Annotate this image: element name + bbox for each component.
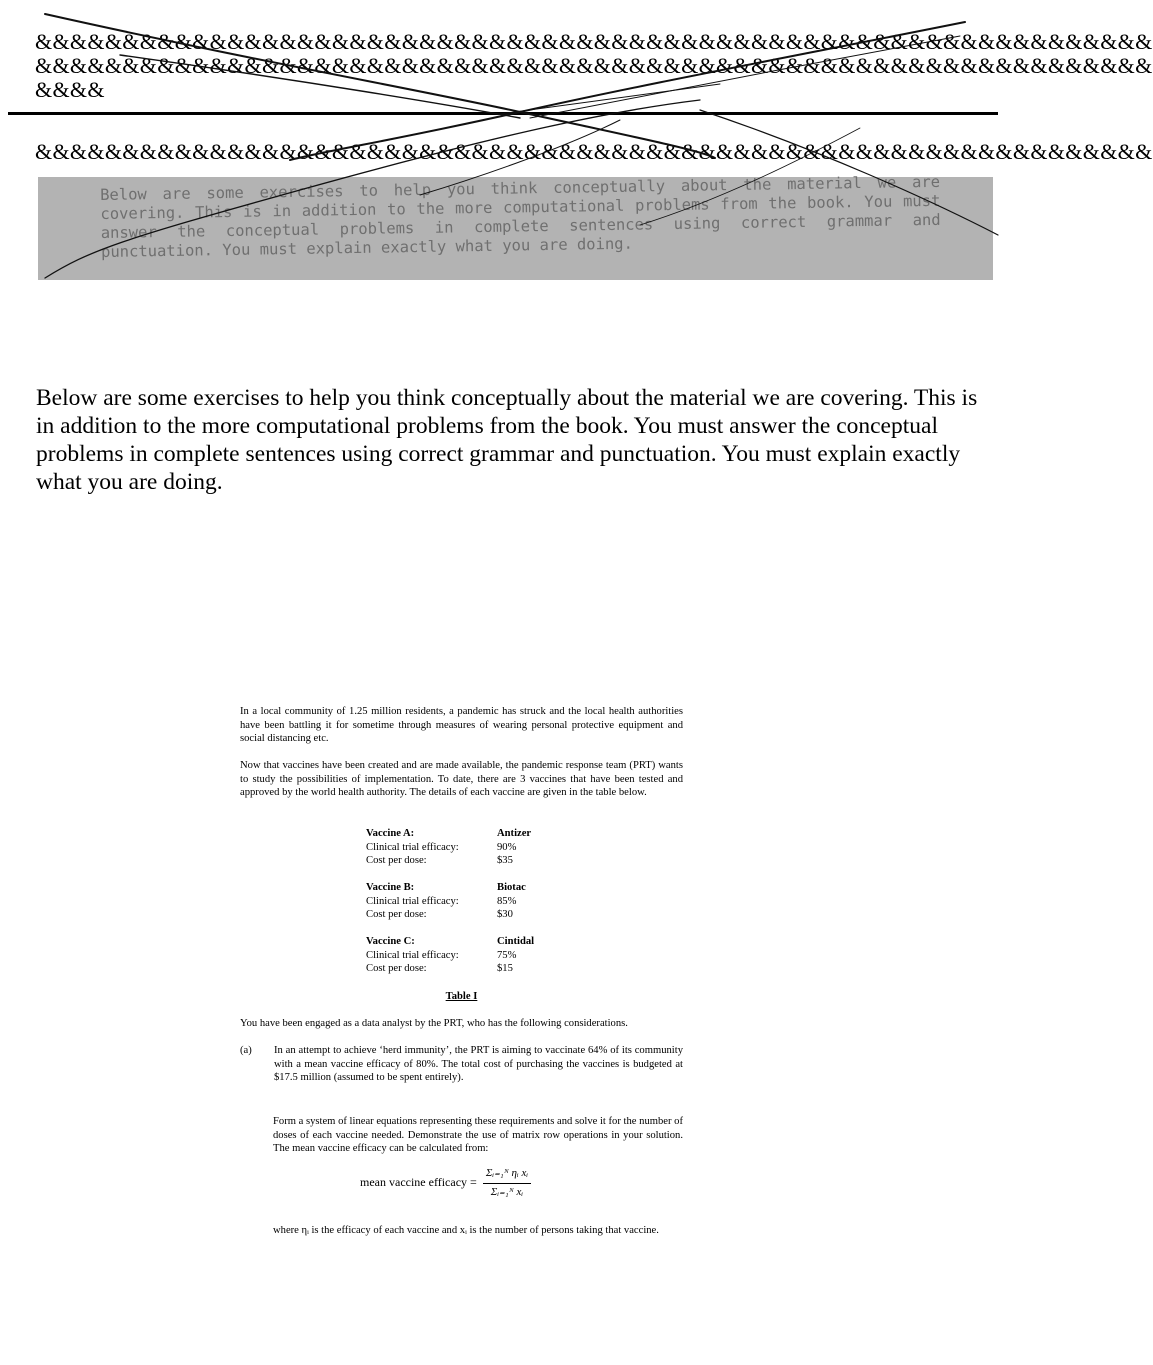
efficacy-label: Clinical trial efficacy: [366, 949, 459, 961]
vaccine-name: Biotac [497, 882, 526, 893]
question-a-label: (a) [240, 1045, 252, 1056]
cost-label: Cost per dose: [366, 855, 427, 866]
vaccine-name: Cintidal [497, 936, 535, 947]
cost-label: Cost per dose: [366, 963, 427, 974]
formula-numerator: Σᵢ₌₁ᴺ ηᵢ xᵢ [483, 1167, 531, 1184]
problem-paragraph-1: In a local community of 1.25 million residents, a pandemic has struck and the local health authorities have been battling it for sometime through measures of wearing personal protective equipment and social distancing etc. [240, 706, 683, 744]
vaccine-label: Vaccine C: [366, 936, 415, 947]
cost-label: Cost per dose: [366, 909, 427, 920]
question-a [240, 1044, 683, 1085]
cost-value: $35 [497, 855, 513, 866]
table-caption: Table I [445, 991, 478, 1002]
photo-text: Below are some exercises to help you think conceptually about the material we are covering. This is in addition to the more computational problems from the book. You must answer the conceptual problems in complete sentences using correct grammar and punctuation. You must explain exactly what you are doing. [100, 172, 941, 261]
question-a-text: In an attempt to achieve ‘herd immunity’, the PRT is aiming to vaccinate 64% of its community with a mean vaccine efficacy of 80%. The total cost of purchasing the vaccines is budgeted at $17.5 million (assumed to be spent entirely). [274, 1045, 683, 1083]
header-ampersand-line-4: &&&&&&&&&&&&&&&&&&&&&&&&&&&&&&&&&&&&&&&&&&&&&&&&&&&&&&&&&&&&&&&& [35, 139, 1153, 164]
formula-fraction [483, 1167, 531, 1199]
problem-paragraph-5: where ηᵢ is the efficacy of each vaccine and xᵢ is the number of persons taking that vaccine. [273, 1225, 659, 1236]
intro-paragraph: Below are some exercises to help you think conceptually about the material we are covering. This is in addition to the more computational problems from the book. You must answer the conceptual problems in complete sentences using correct grammar and punctuation. You must explain exactly what you are doing. [36, 385, 978, 495]
efficacy-value: 90% [497, 841, 517, 853]
scanned-text-photo [38, 172, 993, 280]
horizontal-rule [8, 112, 998, 115]
problem-paragraph-4: Form a system of linear equations representing these requirements and solve it for the number of doses of each vaccine needed. Demonstrate the use of matrix row operations in your solution. The mean vaccine efficacy can be calculated from: [273, 1116, 683, 1154]
mean-efficacy-formula [360, 1167, 531, 1199]
vaccine-label: Vaccine A: [366, 828, 415, 839]
header-ampersand-line-2: &&&&&&&&&&&&&&&&&&&&&&&&&&&&&&&&&&&&&&&&&&&&&&&&&&&&&&&&&&&&&&&& [35, 53, 1153, 78]
cost-value: $30 [497, 909, 513, 920]
header-ampersand-line-1: &&&&&&&&&&&&&&&&&&&&&&&&&&&&&&&&&&&&&&&&&&&&&&&&&&&&&&&&&&&&&&&& [35, 29, 1153, 54]
vaccine-c-block [366, 935, 566, 976]
formula-lhs: mean vaccine efficacy = [360, 1175, 477, 1190]
vaccine-label: Vaccine B: [366, 882, 415, 893]
efficacy-label: Clinical trial efficacy: [366, 841, 459, 853]
efficacy-value: 75% [497, 949, 517, 961]
vaccine-name: Antizer [497, 828, 532, 839]
problem-paragraph-3: You have been engaged as a data analyst by the PRT, who has the following considerations. [240, 1018, 628, 1029]
header-ampersand-line-3: &&&& [35, 77, 105, 102]
vaccine-a-block [366, 827, 566, 868]
formula-denominator: Σᵢ₌₁ᴺ xᵢ [490, 1185, 524, 1198]
cost-value: $15 [497, 963, 513, 974]
efficacy-label: Clinical trial efficacy: [366, 895, 459, 907]
efficacy-value: 85% [497, 895, 517, 907]
vaccine-b-block [366, 881, 566, 922]
problem-paragraph-2: Now that vaccines have been created and are made available, the pandemic response team (PRT) wants to study the possibilities of implementation. To date, there are 3 vaccines that have been tested and approved by the world health authority. The details of each vaccine are given in the table below. [240, 760, 683, 798]
